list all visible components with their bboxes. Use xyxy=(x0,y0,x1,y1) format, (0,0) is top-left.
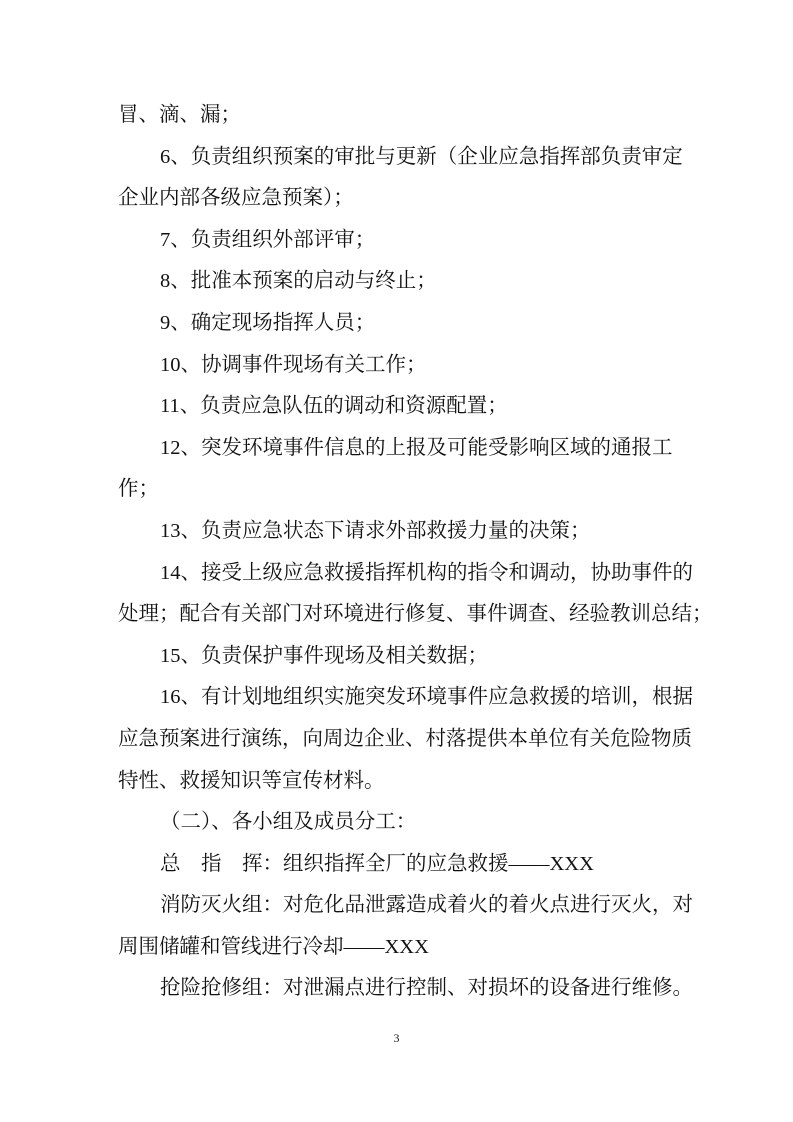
text-line: 12、突发环境事件信息的上报及可能受影响区域的通报工 xyxy=(160,436,673,459)
text-line: 总 指 挥：组织指挥全厂的应急救援——XXX xyxy=(160,852,594,875)
text-line: 15、负责保护事件现场及相关数据； xyxy=(160,644,488,667)
text-line: 9、确定现场指挥人员； xyxy=(160,311,376,334)
text-line: 7、负责组织外部评审； xyxy=(160,228,376,251)
text-line: 作； xyxy=(118,478,159,501)
text-line: （二）、各小组及成员分工： xyxy=(160,811,417,834)
text-line: 抢险抢修组：对泄漏点进行控制、对损坏的设备进行维修。 xyxy=(160,977,693,1000)
text-line: 周围储罐和管线进行冷却——XXX xyxy=(118,935,429,958)
text-line: 11、负责应急队伍的调动和资源配置； xyxy=(160,395,508,418)
text-line: 16、有计划地组织实施突发环境事件应急救援的培训，根据 xyxy=(160,686,693,709)
text-line: 消防灭火组：对危化品泄露造成着火的着火点进行灭火，对 xyxy=(160,894,693,917)
document-body xyxy=(118,95,713,1010)
text-line: 8、批准本预案的启动与终止； xyxy=(160,270,437,293)
text-line: 处理；配合有关部门对环境进行修复、事件调查、经验教训总结； xyxy=(118,603,713,626)
page-number: 3 xyxy=(393,1031,400,1045)
text-line: 应急预案进行演练，向周边企业、村落提供本单位有关危险物质 xyxy=(118,727,692,750)
text-line: 6、负责组织预案的审批与更新（企业应急指挥部负责审定 xyxy=(160,145,683,168)
text-line: 冒、滴、漏； xyxy=(118,104,241,126)
text-line: 10、协调事件现场有关工作； xyxy=(160,353,427,376)
text-line: 13、负责应急状态下请求外部救援力量的决策； xyxy=(160,519,591,542)
text-line: 特性、救援知识等宣传材料。 xyxy=(118,769,385,792)
text-line: 14、接受上级应急救援指挥机构的指令和调动，协助事件的 xyxy=(160,561,693,584)
text-line: 企业内部各级应急预案）； xyxy=(118,187,354,210)
